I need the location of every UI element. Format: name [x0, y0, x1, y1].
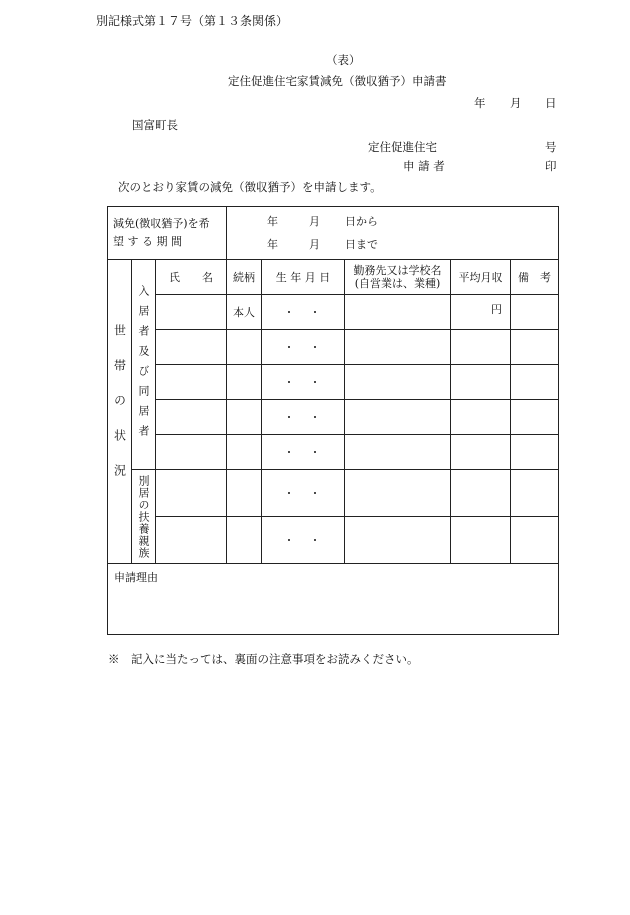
header-row [108, 260, 559, 295]
resident-row [108, 365, 559, 400]
header-name: 氏 名 [156, 260, 227, 295]
resident-row [108, 330, 559, 365]
name-cell[interactable] [156, 365, 227, 400]
notes-cell[interactable] [511, 330, 559, 365]
name-cell[interactable] [156, 400, 227, 435]
birth-cell[interactable]: ・ ・ [262, 365, 345, 400]
period-from-suffix: 日から [345, 214, 379, 228]
birth-cell[interactable]: ・ ・ [262, 517, 345, 564]
notes-cell[interactable] [511, 470, 559, 517]
header-birth: 生 年 月 日 [262, 260, 345, 295]
resident-row [108, 295, 559, 330]
relation-cell[interactable] [227, 470, 262, 517]
work-cell[interactable] [345, 470, 451, 517]
birth-cell[interactable]: ・ ・ [262, 435, 345, 470]
dependent-group-label: 別居の扶養親族 [137, 474, 150, 559]
work-cell[interactable] [345, 435, 451, 470]
date-month: 月 [510, 96, 522, 110]
form-title: 定住促進住宅家賃減免（徴収猶予）申請書 [228, 74, 447, 88]
name-cell[interactable] [156, 470, 227, 517]
notes-cell[interactable] [511, 365, 559, 400]
name-cell[interactable] [156, 435, 227, 470]
work-cell[interactable] [345, 517, 451, 564]
income-cell[interactable] [451, 400, 511, 435]
income-cell[interactable] [451, 365, 511, 400]
period-row [108, 207, 559, 260]
birth-cell[interactable]: ・ ・ [262, 470, 345, 517]
dependent-row [108, 517, 559, 564]
header-income: 平均月収 [451, 260, 511, 295]
period-label-line2: 望 す る 期 間 [113, 235, 182, 248]
income-cell[interactable] [451, 470, 511, 517]
form-number: 別記様式第１７号（第１３条関係） [96, 14, 289, 28]
work-cell[interactable] [345, 365, 451, 400]
resident-row [108, 435, 559, 470]
header-relation: 続柄 [227, 260, 262, 295]
addressee: 国富町長 [132, 118, 178, 132]
notes-cell[interactable] [511, 400, 559, 435]
relation-cell[interactable] [227, 435, 262, 470]
household-label-cell [108, 260, 132, 564]
reason-row [108, 564, 559, 635]
applicant-label: 申 請 者 [403, 159, 445, 173]
period-to-suffix: 日まで [345, 238, 379, 251]
resident-group-cell [132, 260, 156, 470]
header-work-line2: (自営業は、業種) [354, 277, 441, 290]
reason-label: 申請理由 [114, 571, 158, 584]
header-work-line1: 勤務先又は学校名 [353, 263, 442, 277]
income-cell[interactable] [451, 435, 511, 470]
name-cell[interactable] [156, 517, 227, 564]
dependent-group-cell [132, 470, 156, 564]
relation-cell[interactable] [227, 365, 262, 400]
date-year: 年 [474, 96, 486, 110]
footnote: ※ 記入に当たっては、裏面の注意事項をお読みください。 [108, 652, 419, 666]
intro-text: 次のとおり家賃の減免（徴収猶予）を申請します。 [118, 180, 382, 194]
relation-cell[interactable] [227, 517, 262, 564]
period-to-year: 年 [267, 238, 279, 251]
period-label [108, 207, 227, 260]
income-cell[interactable] [451, 517, 511, 564]
notes-cell[interactable] [511, 295, 559, 330]
period-values[interactable] [227, 207, 559, 260]
header-work [345, 260, 451, 295]
work-cell[interactable] [345, 400, 451, 435]
period-from [267, 210, 558, 233]
birth-cell[interactable]: ・ ・ [262, 330, 345, 365]
name-cell[interactable] [156, 330, 227, 365]
birth-cell[interactable]: ・ ・ [262, 400, 345, 435]
dependent-row [108, 470, 559, 517]
period-from-month: 月 [309, 214, 321, 228]
notes-cell[interactable] [511, 435, 559, 470]
work-cell[interactable] [345, 330, 451, 365]
reason-cell[interactable] [108, 564, 559, 635]
period-to [267, 233, 558, 256]
period-to-month: 月 [309, 238, 321, 251]
seal-mark: 印 [545, 159, 557, 173]
housing-label: 定住促進住宅 [368, 140, 437, 154]
housing-unit: 号 [545, 140, 557, 154]
application-table [107, 206, 559, 635]
header-notes: 備 考 [511, 260, 559, 295]
side-label: （表） [326, 53, 361, 67]
name-cell[interactable] [156, 295, 227, 330]
birth-cell[interactable]: ・ ・ [262, 295, 345, 330]
income-cell[interactable]: 円 [451, 295, 511, 330]
relation-cell[interactable] [227, 400, 262, 435]
resident-group-label: 入居者及び同居者 [137, 285, 150, 445]
period-label-line1: 減免(徴収猶予)を希 [113, 217, 210, 231]
relation-cell[interactable] [227, 330, 262, 365]
work-cell[interactable] [345, 295, 451, 330]
resident-row [108, 400, 559, 435]
date-day: 日 [545, 96, 557, 110]
notes-cell[interactable] [511, 517, 559, 564]
period-from-year: 年 [267, 214, 279, 228]
income-cell[interactable] [451, 330, 511, 365]
household-label: 世帯の状況 [112, 324, 127, 499]
relation-cell: 本人 [227, 295, 262, 330]
